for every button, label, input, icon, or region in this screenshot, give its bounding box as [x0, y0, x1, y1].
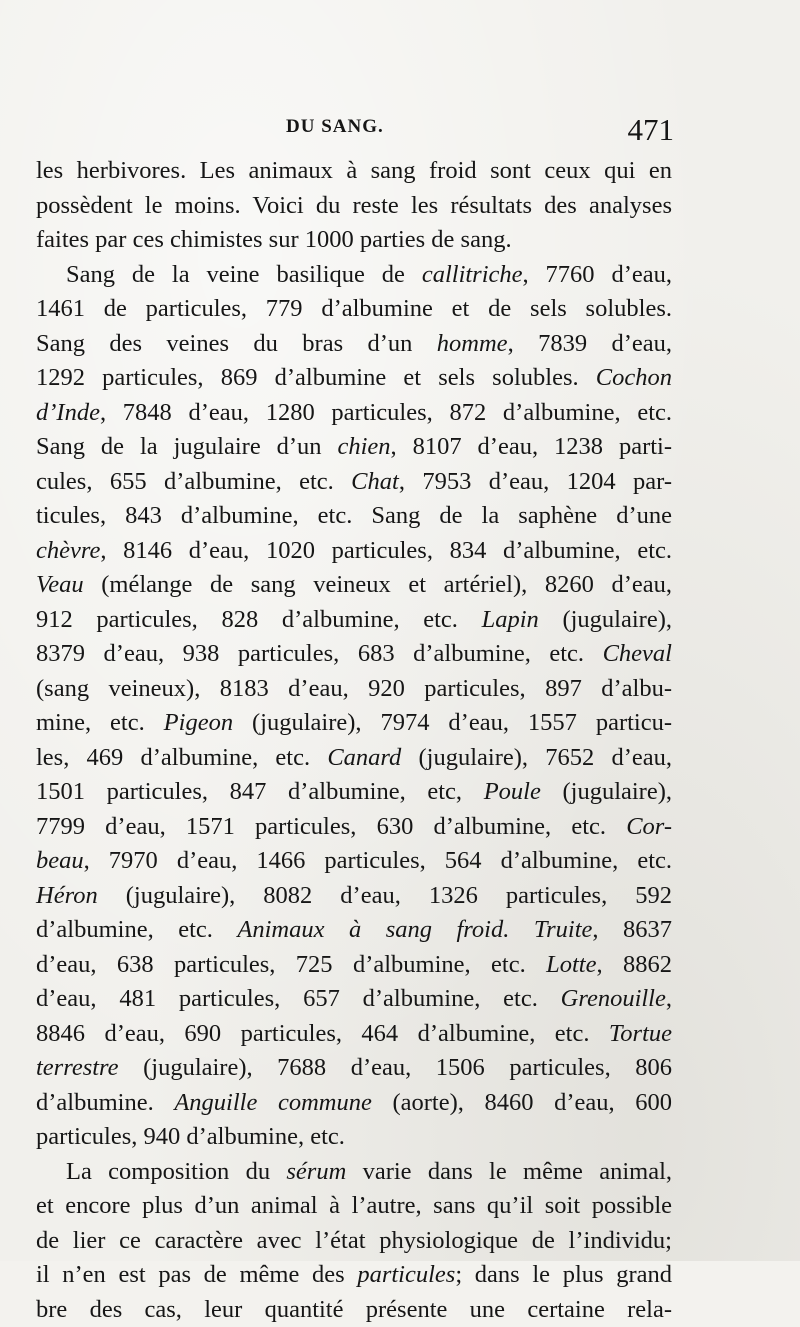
text-line: 1292 particules, 869 d’albumine et sels solubles. Cochon	[36, 361, 672, 396]
text-line: 8846 d’eau, 690 particules, 464 d’albumine, etc. Tortue	[36, 1017, 672, 1052]
text-line: d’albumine, etc. Animaux à sang froid. Truite, 8637	[36, 913, 672, 948]
text-line: Veau (mélange de sang veineux et artériel), 8260 d’eau,	[36, 568, 672, 603]
text-line: 1461 de particules, 779 d’albumine et de sels solubles.	[36, 292, 672, 327]
text-line: (sang veineux), 8183 d’eau, 920 particules, 897 d’albu-	[36, 672, 672, 707]
text-line: mine, etc. Pigeon (jugulaire), 7974 d’eau, 1557 particu-	[36, 706, 672, 741]
text-line: d’albumine. Anguille commune (aorte), 8460 d’eau, 600	[36, 1086, 672, 1121]
text-line: d’eau, 481 particules, 657 d’albumine, etc. Grenouille,	[36, 982, 672, 1017]
text-line: ticules, 843 d’albumine, etc. Sang de la saphène d’une	[36, 499, 672, 534]
text-line: La composition du sérum varie dans le même animal,	[36, 1155, 672, 1190]
text-line: faites par ces chimistes sur 1000 parties de sang.	[36, 223, 672, 258]
text-line: de lier ce caractère avec l’état physiologique de l’individu;	[36, 1224, 672, 1259]
text-line: il n’en est pas de même des particules; dans le plus grand	[36, 1258, 672, 1293]
page-number: 471	[628, 112, 675, 148]
text-line: 1501 particules, 847 d’albumine, etc, Poule (jugulaire),	[36, 775, 672, 810]
text-line: Sang des veines du bras d’un homme, 7839 d’eau,	[36, 327, 672, 362]
text-line: beau, 7970 d’eau, 1466 particules, 564 d’albumine, etc.	[36, 844, 672, 879]
body-text	[36, 154, 672, 1327]
running-title: DU SANG.	[286, 116, 384, 138]
page-header	[36, 112, 674, 148]
text-line: terrestre (jugulaire), 7688 d’eau, 1506 particules, 806	[36, 1051, 672, 1086]
text-line: 8379 d’eau, 938 particules, 683 d’albumine, etc. Cheval	[36, 637, 672, 672]
text-line: Sang de la jugulaire d’un chien, 8107 d’eau, 1238 parti-	[36, 430, 672, 465]
text-line: 7799 d’eau, 1571 particules, 630 d’albumine, etc. Cor-	[36, 810, 672, 845]
text-line: les, 469 d’albumine, etc. Canard (jugulaire), 7652 d’eau,	[36, 741, 672, 776]
text-line: les herbivores. Les animaux à sang froid sont ceux qui en	[36, 154, 672, 189]
text-line: 912 particules, 828 d’albumine, etc. Lapin (jugulaire),	[36, 603, 672, 638]
text-line: d’Inde, 7848 d’eau, 1280 particules, 872 d’albumine, etc.	[36, 396, 672, 431]
text-line: cules, 655 d’albumine, etc. Chat, 7953 d’eau, 1204 par-	[36, 465, 672, 500]
text-line: et encore plus d’un animal à l’autre, sans qu’il soit possible	[36, 1189, 672, 1224]
text-line: Héron (jugulaire), 8082 d’eau, 1326 particules, 592	[36, 879, 672, 914]
text-line: Sang de la veine basilique de callitriche, 7760 d’eau,	[36, 258, 672, 293]
text-line: bre des cas, leur quantité présente une certaine rela-	[36, 1293, 672, 1327]
text-line: chèvre, 8146 d’eau, 1020 particules, 834 d’albumine, etc.	[36, 534, 672, 569]
text-line: particules, 940 d’albumine, etc.	[36, 1120, 672, 1155]
text-line: d’eau, 638 particules, 725 d’albumine, etc. Lotte, 8862	[36, 948, 672, 983]
text-line: possèdent le moins. Voici du reste les résultats des analyses	[36, 189, 672, 224]
